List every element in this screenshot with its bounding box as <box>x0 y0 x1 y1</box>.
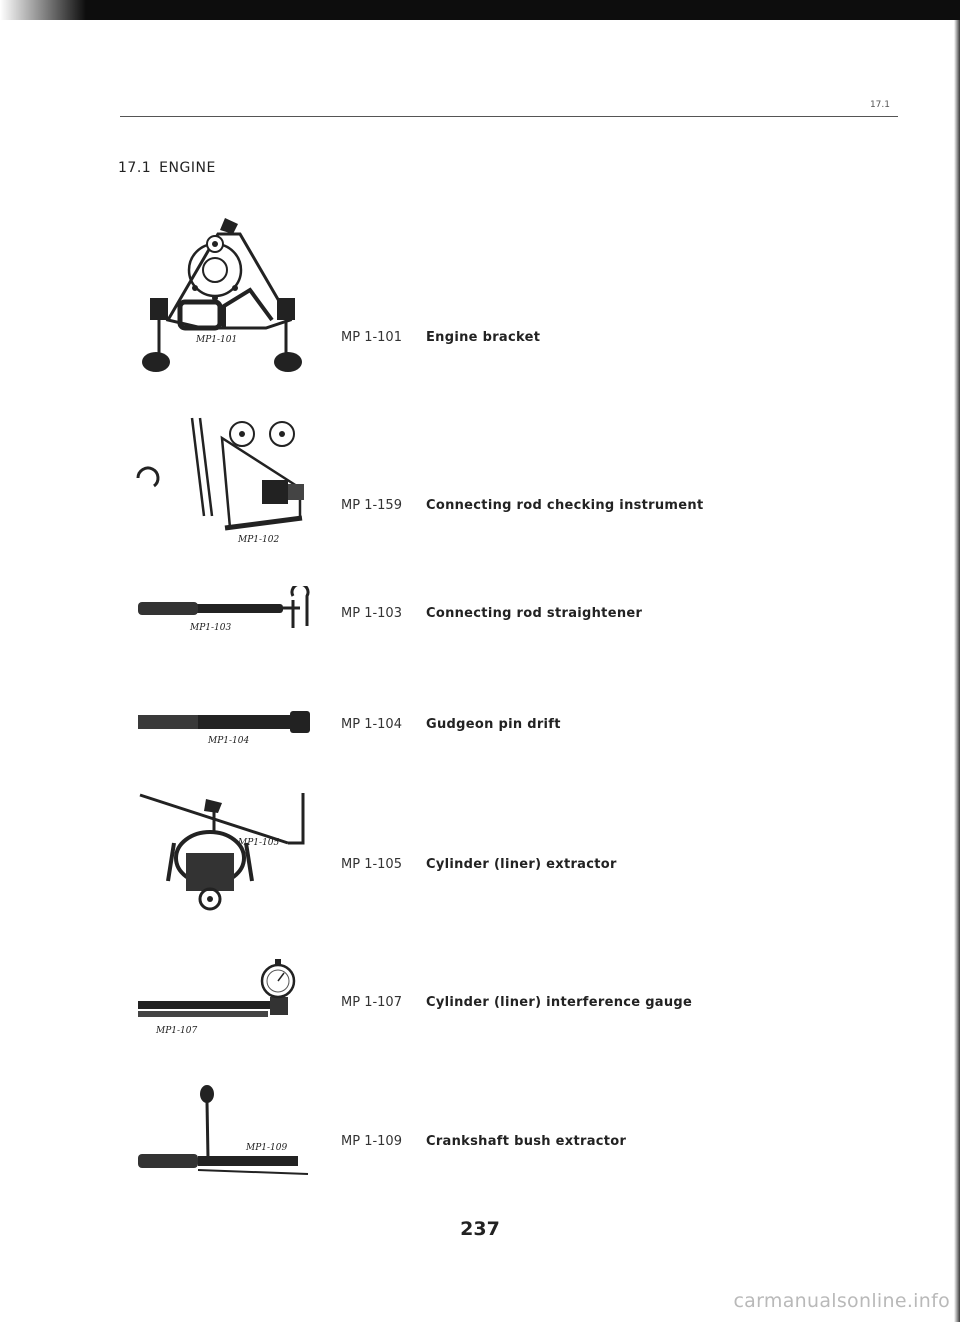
watermark: carmanualsonline.info <box>733 1290 950 1312</box>
scan-edge-fade <box>0 0 86 20</box>
part-label: MP1-105 <box>238 838 280 848</box>
tool-code: MP 1-159 <box>341 498 402 513</box>
part-label: MP1-107 <box>156 1026 198 1036</box>
tool-code: MP 1-101 <box>341 330 402 345</box>
tool-name: Crankshaft bush extractor <box>426 1134 627 1149</box>
part-label: MP1-101 <box>196 335 238 345</box>
tool-name: Engine bracket <box>426 330 541 345</box>
header-rule <box>120 116 898 117</box>
section-title <box>118 160 224 176</box>
gudgeon-pin-drift-icon <box>138 703 318 753</box>
part-label: MP1-109 <box>246 1143 288 1153</box>
tool-entry <box>0 953 960 1043</box>
part-label: MP1-103 <box>190 623 232 633</box>
rod-checking-instrument-icon <box>130 398 320 548</box>
tool-code: MP 1-109 <box>341 1134 402 1149</box>
tool-entry <box>0 586 960 646</box>
tool-entry <box>0 783 960 918</box>
interference-gauge-icon <box>138 953 318 1043</box>
page-number: 237 <box>460 1218 500 1240</box>
tool-entry <box>0 210 960 380</box>
liner-extractor-icon <box>138 783 318 918</box>
part-label: MP1-104 <box>208 736 250 746</box>
tool-entry <box>0 703 960 753</box>
tool-code: MP 1-107 <box>341 995 402 1010</box>
section-name: ENGINE <box>159 160 216 176</box>
tool-entry <box>0 398 960 548</box>
rod-straightener-icon <box>138 586 318 646</box>
engine-bracket-icon <box>140 210 315 380</box>
part-label: MP1-102 <box>238 535 280 545</box>
tool-name: Cylinder (liner) interference gauge <box>426 995 693 1010</box>
tool-entry <box>0 1080 960 1190</box>
tool-name: Cylinder (liner) extractor <box>426 857 617 872</box>
tool-name: Connecting rod checking instrument <box>426 498 704 513</box>
tool-code: MP 1-103 <box>341 606 402 621</box>
section-number: 17.1 <box>118 160 152 176</box>
tool-name: Gudgeon pin drift <box>426 717 561 732</box>
scan-top-edge <box>86 0 960 20</box>
tool-code: MP 1-105 <box>341 857 402 872</box>
tool-name: Connecting rod straightener <box>426 606 643 621</box>
tool-code: MP 1-104 <box>341 717 402 732</box>
bush-extractor-icon <box>138 1080 318 1190</box>
header-section-number: 17.1 <box>869 100 890 110</box>
